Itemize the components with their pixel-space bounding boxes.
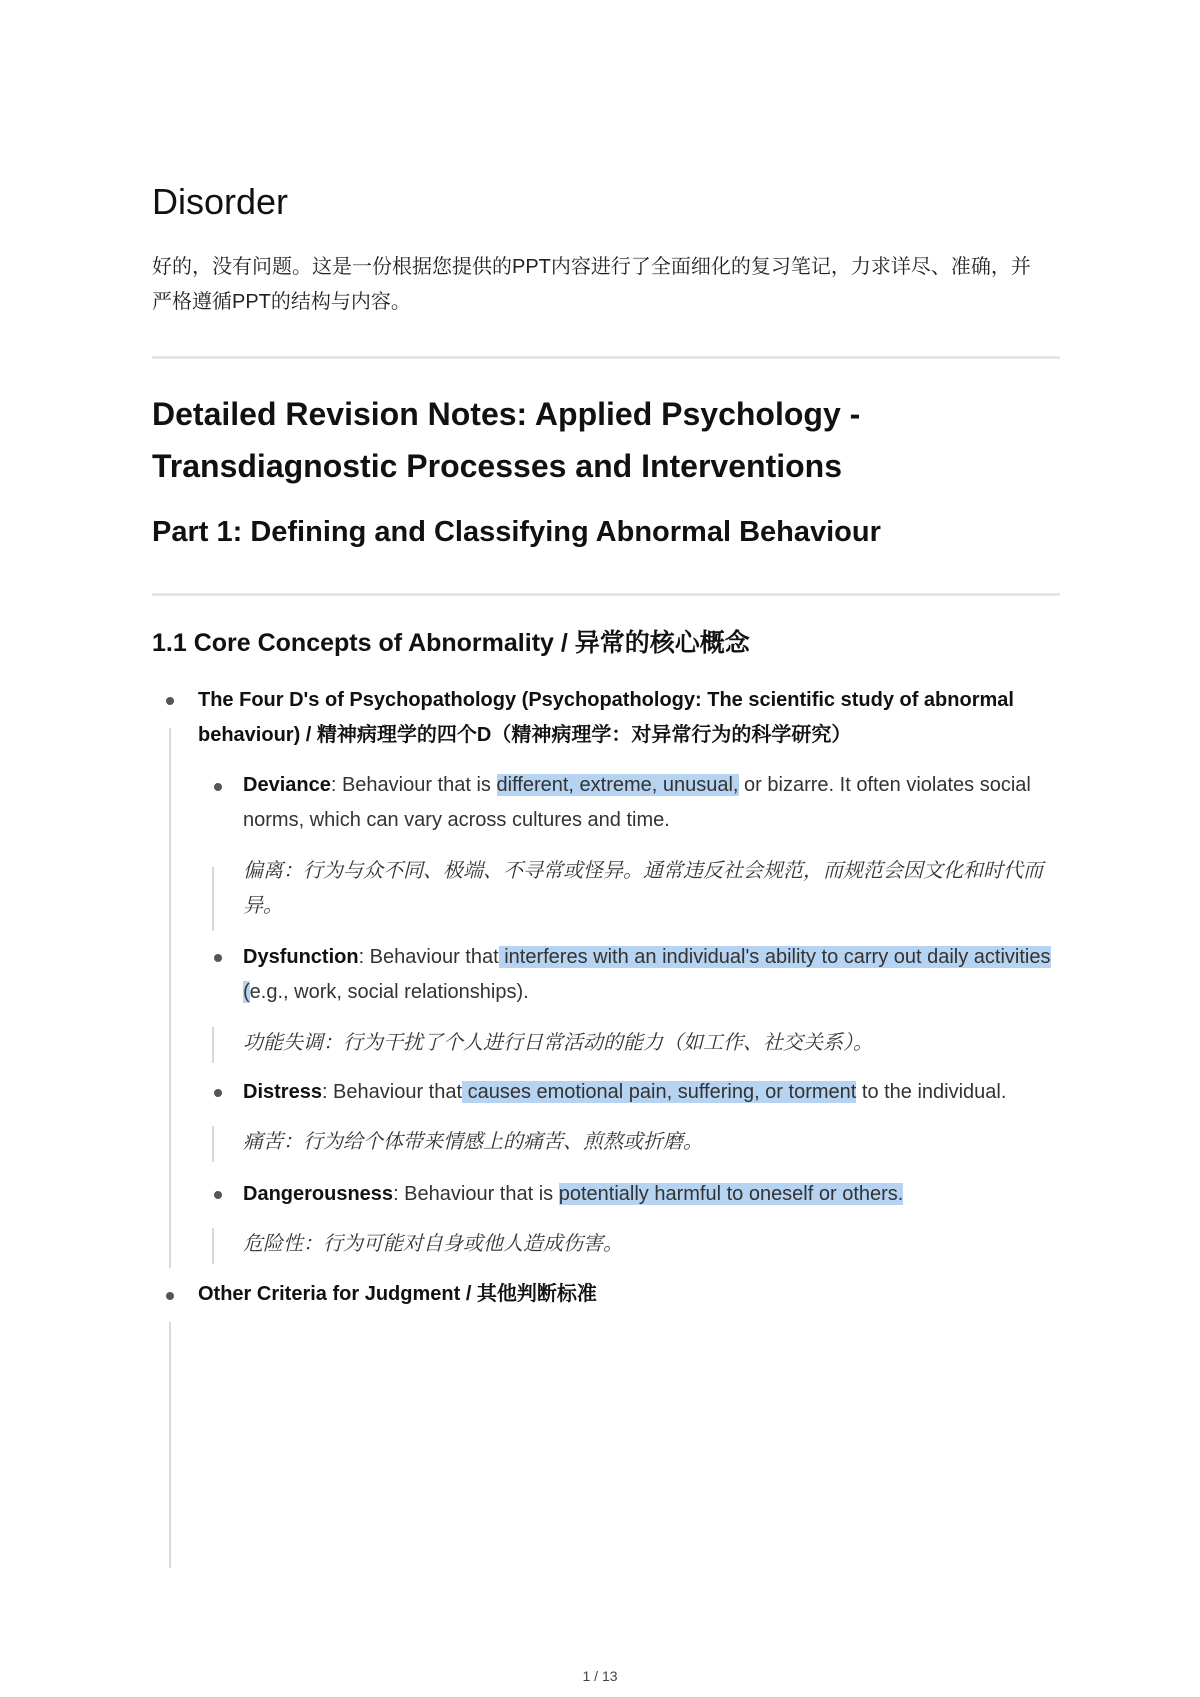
quote-bar xyxy=(212,1126,214,1162)
intro-paragraph: 好的，没有问题。这是一份根据您提供的PPT内容进行了全面细化的复习笔记，力求详尽、准确，并严格遵循PPT的结构与内容。 xyxy=(152,256,1031,313)
other-criteria-heading: Other Criteria for Judgment / 其他判断标准 xyxy=(198,1283,597,1305)
dysfunction-translation: 功能失调：行为干扰了个人进行日常活动的能力（如工作、社交关系）。 xyxy=(243,1032,873,1054)
dangerousness-item xyxy=(243,1177,1065,1212)
main-heading: Detailed Revision Notes: Applied Psychology - Transdiagnostic Processes and Interventions xyxy=(152,396,861,484)
dangerousness-text: : Behaviour that is xyxy=(393,1183,559,1205)
deviance-text: : Behaviour that is xyxy=(330,774,497,796)
document-title: Disorder xyxy=(152,181,289,222)
divider xyxy=(152,356,1060,359)
bullet-icon xyxy=(214,783,222,791)
dysfunction-term: Dysfunction xyxy=(243,946,359,968)
distress-text: : Behaviour that xyxy=(321,1081,463,1103)
deviance-highlight: different, extreme, unusual, xyxy=(496,774,739,796)
divider xyxy=(152,593,1060,596)
dysfunction-item xyxy=(243,940,1065,1010)
dysfunction-text-end: e.g., work, social relationships). xyxy=(249,981,529,1003)
distress-item xyxy=(243,1075,1065,1110)
quote-bar xyxy=(212,1027,214,1063)
four-ds-heading: The Four D's of Psychopathology (Psychopathology: The scientific study of abnormal behaviour) / 精神病理学的四个D（精神病理学：对异常行为的科学研究） xyxy=(198,689,1014,746)
dysfunction-text: : Behaviour that xyxy=(358,946,499,968)
bullet-icon xyxy=(166,1292,174,1300)
section-heading: 1.1 Core Concepts of Abnormality / 异常的核心概念 xyxy=(152,629,750,657)
deviance-term: Deviance xyxy=(243,774,331,796)
list-guide-line xyxy=(169,1322,171,1568)
deviance-item xyxy=(243,768,1065,838)
list-guide-line xyxy=(169,728,171,1268)
deviance-translation: 偏离：行为与众不同、极端、不寻常或怪异。通常违反社会规范，而规范会因文化和时代而异。 xyxy=(243,860,1043,917)
deviance-text-end: or bizarre. It often violates social norms, which can vary across cultures and time. xyxy=(243,774,1031,831)
page-number: 1 / 13 xyxy=(582,1668,618,1684)
distress-term: Distress xyxy=(243,1081,322,1103)
distress-text-end: to the individual. xyxy=(856,1081,1007,1103)
part-heading: Part 1: Defining and Classifying Abnormal Behaviour xyxy=(152,516,881,548)
dangerousness-term: Dangerousness xyxy=(243,1183,394,1205)
bullet-icon xyxy=(214,1089,222,1097)
dangerousness-translation: 危险性：行为可能对自身或他人造成伤害。 xyxy=(243,1233,623,1255)
quote-bar xyxy=(212,1228,214,1264)
bullet-icon xyxy=(214,954,222,962)
distress-highlight: causes emotional pain, suffering, or torment xyxy=(462,1081,857,1103)
distress-translation: 痛苦：行为给个体带来情感上的痛苦、煎熬或折磨。 xyxy=(243,1131,703,1153)
bullet-icon xyxy=(214,1191,222,1199)
dangerousness-highlight: potentially harmful to oneself or others. xyxy=(558,1183,904,1205)
quote-bar xyxy=(212,867,214,931)
bullet-icon xyxy=(166,697,174,705)
dysfunction-highlight: interferes with an individual's ability to carry out daily activities ( xyxy=(243,946,1051,1003)
